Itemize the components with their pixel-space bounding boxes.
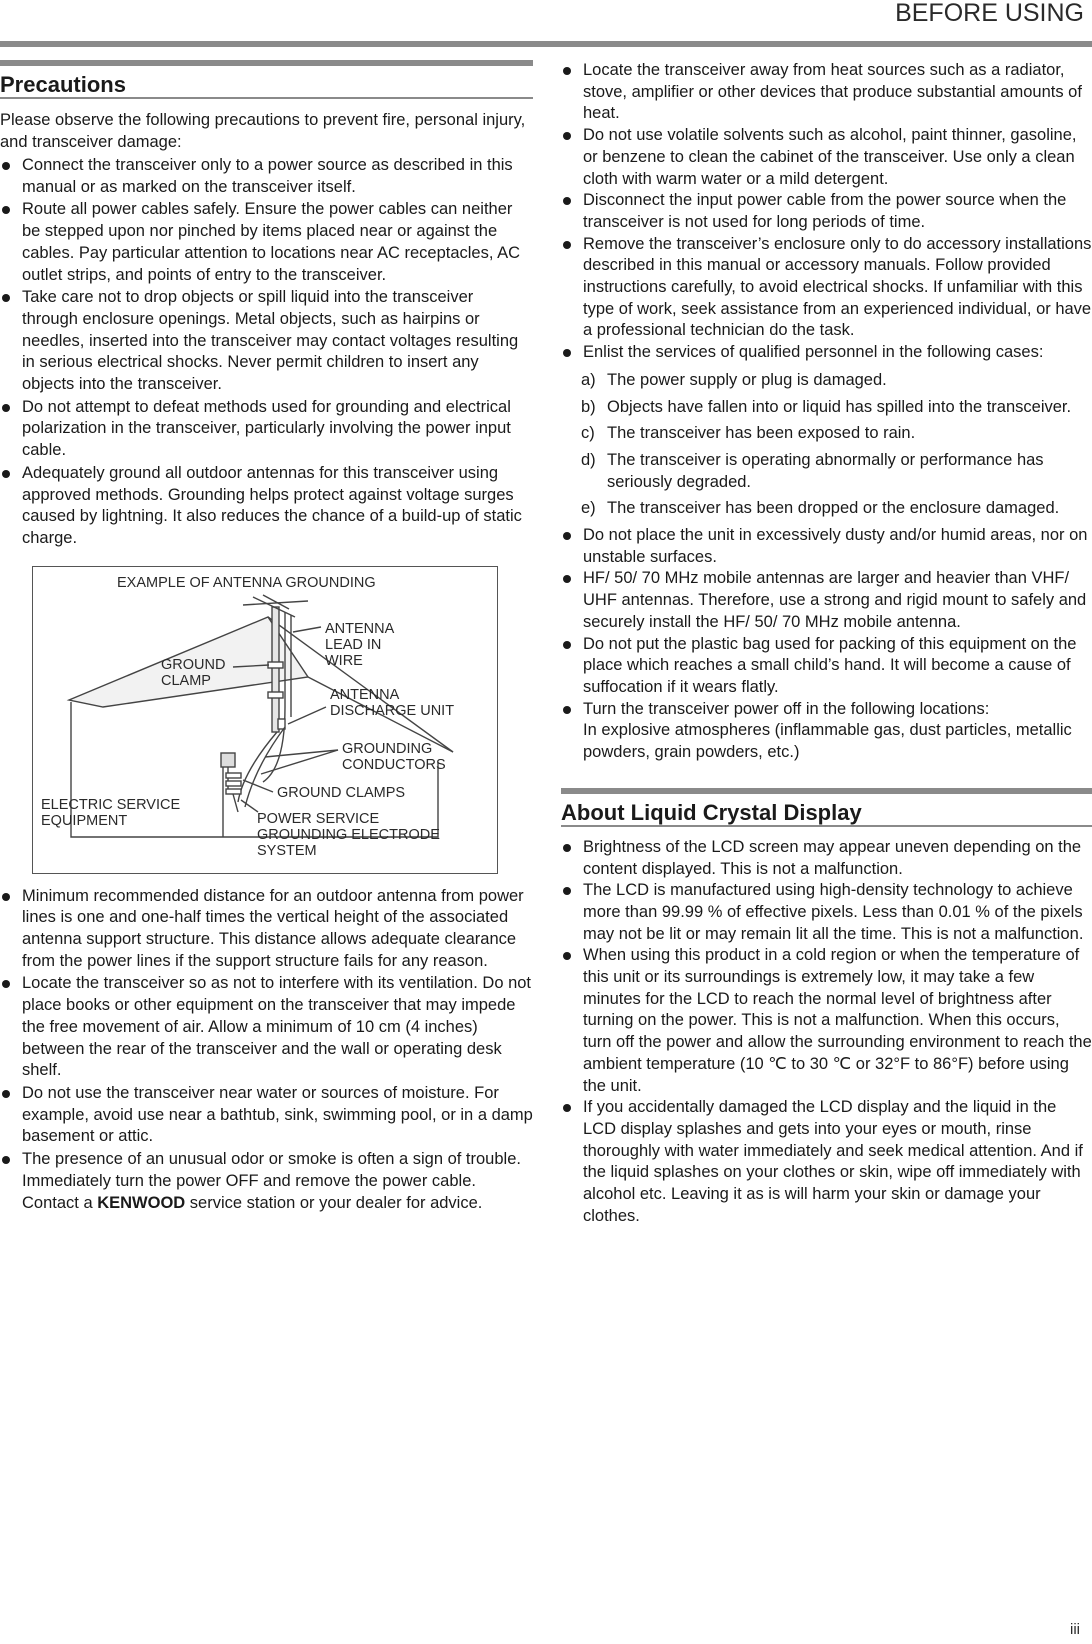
list-item: The LCD is manufactured using high-density technology to achieve more than 99.99 % of effective pixels. Less than 0.01 % of the pixels may not be lit or may remain lit all the time. This is not a malfunction. bbox=[561, 880, 1092, 945]
list-item: Enlist the services of qualified personnel in the following cases: bbox=[561, 342, 1092, 364]
list-item: Connect the transceiver only to a power source as described in this manual or as marked on the transceiver itself. bbox=[0, 155, 533, 198]
list-item bbox=[561, 370, 1092, 392]
list-item: Take care not to drop objects or spill liquid into the transceiver through enclosure openings. Metal objects, such as hairpins or needles, inserted into the transceiver may contact voltages resulting in serious electrical shocks. Never permit children to insert any objects into the transceiver. bbox=[0, 287, 533, 396]
list-item: Do not put the plastic bag used for packing of this equipment on the place which reaches a small child’s hand. It will become a cause of suffocation if it wears flatly. bbox=[561, 634, 1092, 699]
label-power-service-grounding: POWER SERVICE GROUNDING ELECTRODE SYSTEM bbox=[257, 810, 440, 859]
lcd-heading: About Liquid Crystal Display bbox=[561, 799, 862, 825]
list-item: When using this product in a cold region or when the temperature of this unit or its surroundings is extremely low, it may take a few minutes for the LCD to reach the normal level of brightness after turning on the power. This is not a malfunction. When this occurs, turn off the power and allow the surrounding environment to reach the ambient temperature (10 ℃ to 30 ℃ or 32°F to 86°F) before using the unit. bbox=[561, 945, 1092, 1097]
case-letter: d) bbox=[581, 450, 596, 469]
case-letter: c) bbox=[581, 424, 595, 443]
label-electric-service-equipment: ELECTRIC SERVICE EQUIPMENT bbox=[41, 796, 181, 829]
section-head-rule bbox=[0, 97, 533, 99]
figure-title: EXAMPLE OF ANTENNA GROUNDING bbox=[117, 574, 376, 591]
list-item: Remove the transceiver’s enclosure only to do accessory installations described in this manual or accessory manuals. Follow provided instructions carefully, to avoid electrical shocks. If unfamiliar with this type of work, seek assistance from an experienced individual, or have a professional technician do the task. bbox=[561, 234, 1092, 343]
case-text: The power supply or plug is damaged. bbox=[607, 370, 887, 389]
list-item bbox=[561, 423, 1092, 445]
case-text: The transceiver has been exposed to rain. bbox=[607, 424, 916, 443]
precautions-list-a bbox=[0, 155, 533, 550]
label-grounding-conductors: GROUNDING CONDUCTORS bbox=[342, 740, 446, 773]
list-item bbox=[561, 450, 1092, 493]
case-letter: a) bbox=[581, 370, 596, 389]
list-item: Do not use the transceiver near water or sources of moisture. For example, avoid use near a bathtub, sink, swimming pool, or in a damp basement or attic. bbox=[0, 1083, 533, 1148]
service-cases-list bbox=[561, 370, 1092, 520]
header-rule bbox=[0, 41, 1092, 47]
list-item: Do not place the unit in excessively dusty and/or humid areas, nor on unstable surfaces. bbox=[561, 525, 1092, 568]
case-text: The transceiver has been dropped or the enclosure damaged. bbox=[607, 499, 1060, 518]
right-column bbox=[561, 60, 1092, 1227]
list-item: Do not use volatile solvents such as alcohol, paint thinner, gasoline, or benzene to clean the cabinet of the transceiver. Use only a clean cloth with warm water or a mild detergent. bbox=[561, 125, 1092, 190]
right-list-b bbox=[561, 525, 1092, 764]
precautions-intro: Please observe the following precautions to prevent fire, personal injury, and transceiver damage: bbox=[0, 111, 526, 151]
list-item: Locate the transceiver so as not to interfere with its ventilation. Do not place books or other equipment on the transceiver that may impede the free movement of air. Allow a minimum of 10 cm (4 inches) between the rear of the transceiver and the wall or operating desk shelf. bbox=[0, 973, 533, 1082]
label-antenna-lead-in-wire: ANTENNA LEAD IN WIRE bbox=[325, 620, 395, 669]
right-list-a bbox=[561, 60, 1092, 364]
case-text: Objects have fallen into or liquid has spilled into the transceiver. bbox=[607, 397, 1072, 416]
list-item: Brightness of the LCD screen may appear uneven depending on the content displayed. This is not a malfunction. bbox=[561, 837, 1092, 880]
bullet-text: service station or your dealer for advice. bbox=[185, 1193, 483, 1212]
page-number: iii bbox=[1070, 1621, 1080, 1638]
page-header-title: BEFORE USING bbox=[895, 0, 1084, 27]
label-antenna-discharge-unit: ANTENNA DISCHARGE UNIT bbox=[330, 686, 455, 719]
list-item bbox=[561, 699, 1092, 764]
list-item: Disconnect the input power cable from the power source when the transceiver is not used for long periods of time. bbox=[561, 190, 1092, 233]
bullet-text: In explosive atmospheres (inflammable gas, dust particles, metallic powders, grain powders, etc.) bbox=[583, 721, 1072, 762]
list-item: Adequately ground all outdoor antennas for this transceiver using approved methods. Grounding helps protect against voltage surges caused by lightning. It also reduces the chance of a build-up of static charge. bbox=[0, 463, 533, 550]
list-item: Minimum recommended distance for an outdoor antenna from power lines is one and one-half times the vertical height of the associated antenna support structure. This distance allows adequate clearance from the power lines if the support structure fails for any reason. bbox=[0, 886, 533, 973]
lcd-list bbox=[561, 837, 1092, 1228]
label-ground-clamps: GROUND CLAMPS bbox=[277, 784, 406, 801]
case-letter: b) bbox=[581, 397, 596, 416]
list-item: Route all power cables safely. Ensure the power cables can neither be stepped upon nor pinched by items placed near or against the cables. Pay particular attention to locations near AC receptacles, AC outlet strips, and points of entry to the transceiver. bbox=[0, 199, 533, 286]
list-item bbox=[561, 498, 1092, 520]
list-item bbox=[561, 397, 1092, 419]
list-item: If you accidentally damaged the LCD display and the liquid in the LCD display splashes and gets into your eyes or mouth, rinse thoroughly with water immediately and seek medical attention. And if the liquid splashes on your clothes or skin, wipe off immediately with alcohol etc. Leaving it as is will harm your skin or damage your clothes. bbox=[561, 1097, 1092, 1227]
brand-name: KENWOOD bbox=[97, 1193, 186, 1212]
case-text: The transceiver is operating abnormally or performance has seriously degraded. bbox=[607, 450, 1044, 491]
precautions-list-b bbox=[0, 886, 533, 1215]
case-letter: e) bbox=[581, 499, 596, 518]
bullet-text: The presence of an unusual odor or smoke is often a sign of trouble. Immediately turn the power OFF and remove the power cable. Contact a bbox=[22, 1150, 521, 1212]
list-item: Do not attempt to defeat methods used for grounding and electrical polarization in the transceiver, particularly involving the power input cable. bbox=[0, 397, 533, 462]
section-head-rule bbox=[561, 825, 1092, 827]
antenna-grounding-figure bbox=[32, 566, 498, 874]
precautions-heading: Precautions bbox=[0, 72, 126, 97]
list-item: Locate the transceiver away from heat sources such as a radiator, stove, amplifier or other devices that produce substantial amounts of heat. bbox=[561, 60, 1092, 125]
list-item bbox=[0, 1149, 533, 1214]
label-ground-clamp: GROUND CLAMP bbox=[161, 656, 226, 689]
left-column bbox=[0, 60, 533, 1215]
list-item: HF/ 50/ 70 MHz mobile antennas are larger and heavier than VHF/ UHF antennas. Therefore, use a strong and rigid mount to safely and securely install the HF/ 50/ 70 MHz mobile antenna. bbox=[561, 568, 1092, 633]
bullet-text: Turn the transceiver power off in the following locations: bbox=[583, 699, 990, 718]
